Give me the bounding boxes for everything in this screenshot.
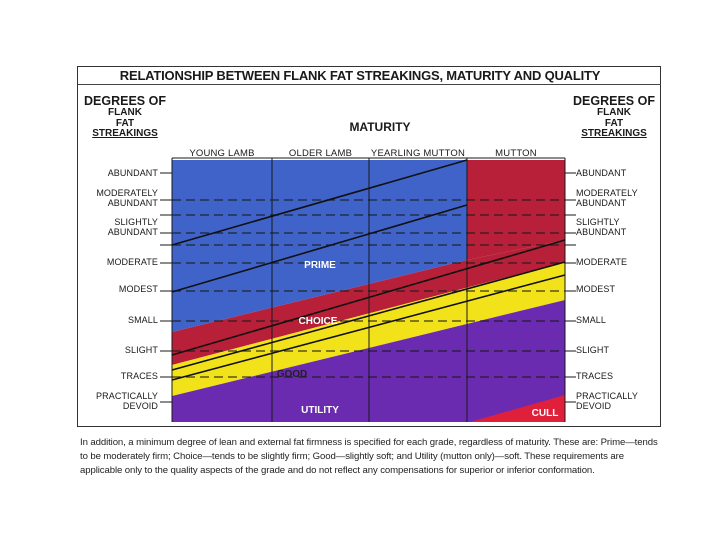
- left-header-line4: STREAKINGS: [92, 128, 158, 140]
- row-label-line: MODERATELY: [96, 188, 158, 198]
- row-label-line: ABUNDANT: [576, 168, 627, 178]
- row-label-line: MODERATE: [576, 257, 628, 267]
- row-label-line: SMALL: [576, 315, 607, 325]
- cull-label: CULL: [531, 408, 559, 419]
- row-label-line: ABUNDANT: [576, 198, 627, 209]
- good-label: GOOD: [276, 369, 308, 380]
- right-header-line4: STREAKINGS: [581, 128, 647, 140]
- row-label-line: PRACTICALLY: [576, 391, 638, 401]
- row-label-line: ABUNDANT: [107, 198, 158, 209]
- column-yearling-mutton: YEARLING MUTTON: [370, 148, 466, 159]
- row-label-line: DEVOID: [122, 401, 158, 412]
- row-label-line: ABUNDANT: [576, 227, 627, 238]
- row-label-line: ABUNDANT: [107, 227, 158, 238]
- column-mutton: MUTTON: [495, 148, 537, 159]
- right-header-line2: FLANK: [597, 107, 631, 119]
- row-label-line: DEVOID: [576, 401, 612, 412]
- row-label-line: SLIGHT: [124, 345, 158, 355]
- maturity-label: MATURITY: [349, 120, 411, 134]
- right-header-line1: DEGREES OF: [573, 94, 655, 108]
- row-label-line: PRACTICALLY: [96, 391, 158, 401]
- row-label-line: MODERATE: [106, 257, 158, 267]
- prime-label: PRIME: [304, 260, 336, 271]
- row-label-line: MODERATELY: [576, 188, 638, 198]
- left-header-line2: FLANK: [108, 107, 142, 119]
- row-label-line: TRACES: [576, 371, 614, 381]
- right-header-line3: FAT: [604, 117, 624, 129]
- row-label-line: MODEST: [118, 284, 158, 294]
- row-label-line: SMALL: [127, 315, 158, 325]
- row-label-line: MODEST: [576, 284, 616, 294]
- choice-label: CHOICE: [298, 316, 338, 327]
- column-older-lamb: OLDER LAMB: [288, 148, 353, 159]
- row-label-line: ABUNDANT: [107, 168, 158, 178]
- column-young-lamb: YOUNG LAMB: [189, 148, 255, 159]
- left-header-line3: FAT: [115, 117, 135, 129]
- utility-label: UTILITY: [301, 405, 339, 416]
- row-label-line: SLIGHTLY: [576, 217, 620, 227]
- row-label-line: TRACES: [120, 371, 158, 381]
- row-label-line: SLIGHT: [576, 345, 610, 355]
- diagram-title: RELATIONSHIP BETWEEN FLANK FAT STREAKINGS, MATURITY AND QUALITY: [119, 68, 601, 83]
- left-header-line1: DEGREES OF: [84, 94, 166, 108]
- row-label-line: SLIGHTLY: [114, 217, 158, 227]
- footnote: In addition, a minimum degree of lean and external fat firmness is specified for each grade, regardless of maturity. These are: Prime—tends to be moderately firm; Choice—tends to be slightly firm; Good—slightly soft; and Utility (mutton only)—soft. These requirements are applicable only to the quality aspects of the grade and do not reflect any compensations for superior or inferior conformation.: [80, 437, 658, 476]
